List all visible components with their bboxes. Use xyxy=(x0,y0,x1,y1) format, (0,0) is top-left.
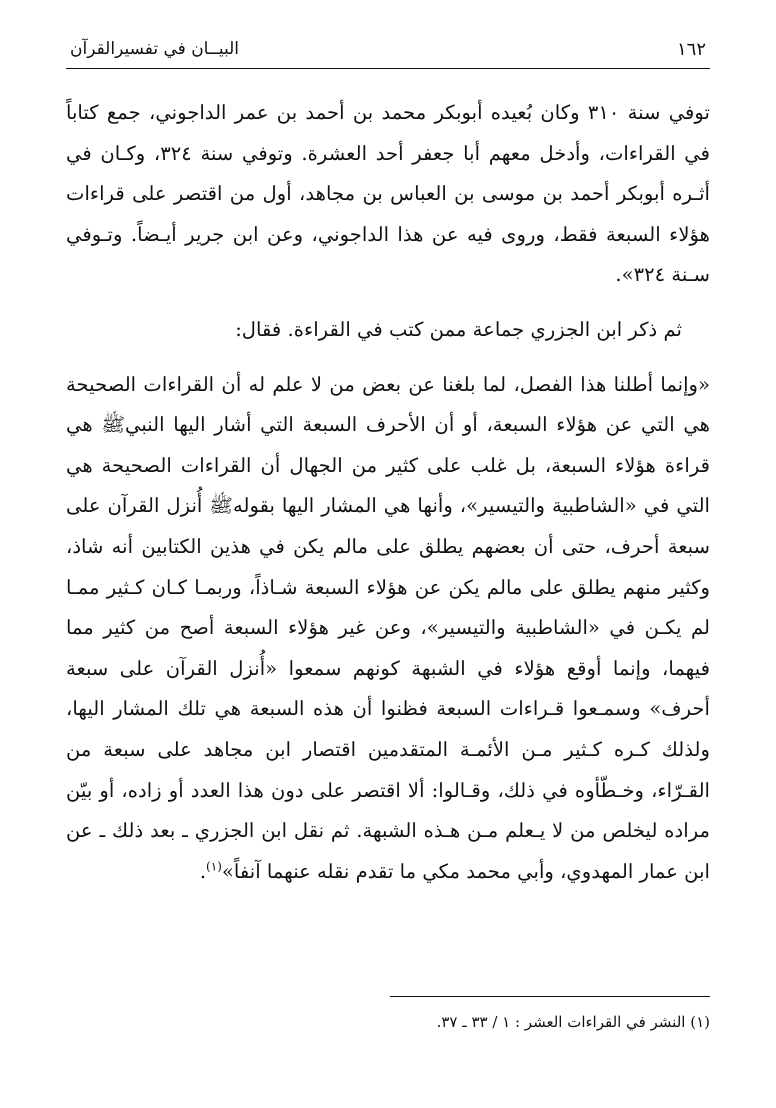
book-title: البيــان في تفسيرالقرآن xyxy=(70,39,239,59)
paragraph-1: توفي سنة ٣١٠ وكان بُعيده أبوبكر محمد بن أحمد بن عمر الداجوني، جمع كتاباً في القراءات، وأدخل معهم أبا جعفر أحد العشرة. وتوفي سنة ٣٢٤، وكـان في أثـره أبوبكر أحمد بن موسى بن العباس بن مجاهد، أول من اقتصر على قراءات هؤلاء السبعة فقط، وروى فيه عن هذا الداجوني، وعن ابن جرير أيـضاً. وتـوفي سـنة ٣٢٤». xyxy=(66,101,710,287)
footnote-reference: (١) xyxy=(206,859,222,874)
footnote-divider xyxy=(390,996,710,997)
footnote: (١) النشر في القراءات العشر : ١ / ٣٣ ـ ٣٧. xyxy=(436,1013,710,1031)
page-number: ١٦٢ xyxy=(676,38,706,60)
paragraph-3-text: «وإنما أطلنا هذا الفصل، لما بلغنا عن بعض من لا علم له أن القراءات الصحيحة هي التي عن هؤلاء السبعة، أو أن الأحرف السبعة التي أشار اليها النبيﷺ هي قراءة هؤلاء السبعة، بل غلب على كثير من الجهال أن القراءات الصحيحة هي التي في «الشاطبية والتيسير»، وأنها هي المشار اليها بقولهﷺ أُنزل القرآن على سبعة أحرف، حتى أن بعضهم يطلق على مالم يكن في هذين الكتابين أنه شاذ، وكثير منهم يطلق على مالم يكن عن هؤلاء السبعة شـاذاً، وربمـا كـان كـثير ممـا لم يكـن في «الشاطبية والتيسير»، وعن غير هؤلاء السبعة أصح من كثير مما فيهما، وإنما أوقع هؤلاء في الشبهة كونهم سمعوا «أُنزل القرآن على سبعة أحرف» وسمـعوا قـراءات السبعة فظنوا أن هذه السبعة هي تلك المشار اليها، ولذلك كـره كـثير مـن الأئمـة المتقدمين اقتصار ابن مجاهد على سبعة من القـرّاء، وخـطّأوه في ذلك، وقـالوا: ألا اقتصر على دون هذا العدد أو زاده، أو بيّن مراده ليخلص من لا يـعلم مـن هـذه الشبهة. ثم نقل ابن الجزري ـ بعد ذلك ـ عن ابن عمار المهدوي، وأبي محمد مكي ما تقدم نقله عنهما آنفاً» xyxy=(66,372,710,883)
book-page xyxy=(66,30,710,1080)
paragraph-2: ثم ذكر ابن الجزري جماعة ممن كتب في القراءة. فقال: xyxy=(235,317,682,341)
body-text xyxy=(66,93,710,892)
paragraph-3: «وإنما أطلنا هذا الفصل، لما بلغنا عن بعض من لا علم له أن القراءات الصحيحة هي التي عن هؤلاء السبعة، أو أن الأحرف السبعة التي أشار اليها النبيﷺ هي قراءة هؤلاء السبعة، بل غلب على كثير من الجهال أن القراءات الصحيحة هي التي في «الشاطبية والتيسير»، وأنها هي المشار اليها بقولهﷺ أُنزل القرآن على سبعة أحرف، حتى أن بعضهم يطلق على مالم يكن في هذين الكتابين أنه شاذ، وكثير منهم يطلق على مالم يكن عن هؤلاء السبعة شـاذاً، وربمـا كـان كـثير ممـا لم يكـن في «الشاطبية والتيسير»، وعن غير هؤلاء السبعة أصح من كثير مما فيهما، وإنما أوقع هؤلاء في الشبهة كونهم سمعوا «أُنزل القرآن على سبعة أحرف» وسمـعوا قـراءات السبعة فظنوا أن هذه السبعة هي تلك المشار اليها، ولذلك كـره كـثير مـن الأئمـة المتقدمين اقتصار ابن مجاهد على سبعة من القـرّاء، وخـطّأوه في ذلك، وقـالوا: ألا اقتصر على دون هذا العدد أو زاده، أو بيّن مراده ليخلص من لا يـعلم مـن هـذه الشبهة. ثم نقل ابن الجزري ـ بعد ذلك ـ عن ابن عمار المهدوي، وأبي محمد مكي ما تقدم نقله عنهما آنفاً»$^{(١)}$. xyxy=(66,372,710,883)
running-header xyxy=(66,30,710,69)
